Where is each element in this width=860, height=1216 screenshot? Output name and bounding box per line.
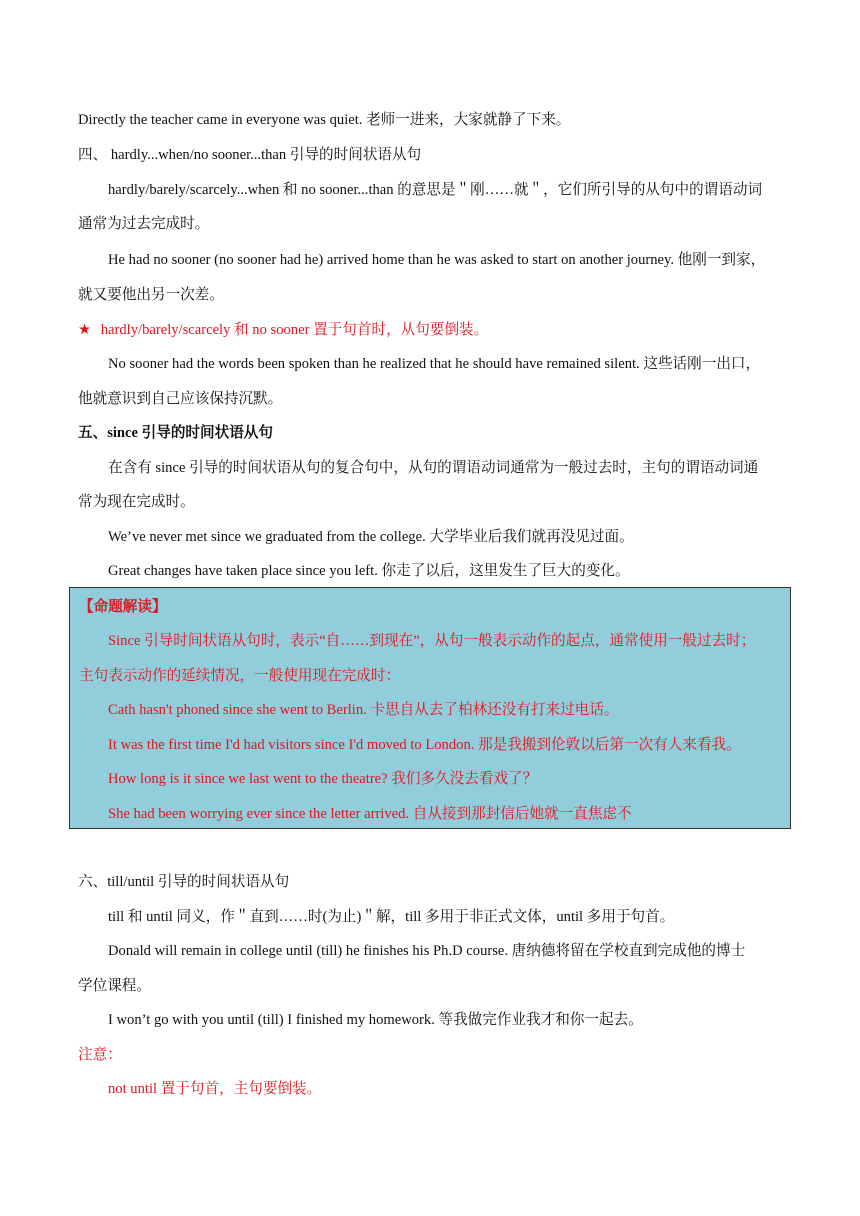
sec5-example2: Great changes have taken place since you left. 你走了以后，这里发生了巨大的变化。: [108, 563, 630, 579]
sec4-star-note-text: hardly/barely/scarcely 和 no sooner 置于句首时，从句要倒装。: [100, 322, 489, 338]
sec4-example2-line1: No sooner had the words been spoken than he realized that he should have remained silent. 这些话刚一出口，: [108, 356, 761, 372]
sec5-heading: 五、since 引导的时间状语从句: [78, 425, 273, 441]
box-paragraph-line2: 主句表示动作的延续情况，一般使用现在完成时：: [79, 668, 401, 684]
note-text: not until 置于句首，主句要倒装。: [108, 1081, 322, 1097]
sec4-paragraph-line2: 通常为过去完成时。: [78, 216, 210, 232]
sec6-example1-line2: 学位课程。: [78, 978, 151, 994]
star-icon: ★: [78, 322, 92, 338]
sec6-paragraph: till 和 until 同义，作＂直到……时(为止)＂解，till 多用于非正式文体，until 多用于句首。: [108, 909, 675, 925]
proposition-analysis-box: [69, 587, 791, 829]
box-example4: She had been worrying ever since the letter arrived. 自从接到那封信后她就一直焦虑不: [108, 806, 632, 822]
sec4-example1-line2: 就又要他出另一次差。: [78, 287, 224, 303]
sec5-paragraph-line2: 常为现在完成时。: [78, 494, 195, 510]
sec4-heading: 四、 hardly...when/no sooner...than 引导的时间状语从句: [78, 147, 422, 163]
sec4-example2-line2: 他就意识到自己应该保持沉默。: [78, 391, 283, 407]
box-example2: It was the first time I'd had visitors since I'd moved to London. 那是我搬到伦敦以后第一次有人来看我。: [108, 737, 741, 753]
sec5-paragraph-line1: 在含有 since 引导的时间状语从句的复合句中，从句的谓语动词通常为一般过去时，主句的谓语动词通: [108, 460, 759, 476]
box-paragraph-line1: Since 引导时间状语从句时，表示“自……到现在”，从句一般表示动作的起点，通常使用一般过去时；: [108, 633, 756, 649]
sec4-paragraph-line1: hardly/barely/scarcely...when 和 no sooner...than 的意思是＂刚……就＂，它们所引导的从句中的谓语动词: [108, 182, 763, 198]
sec6-example1-line1: Donald will remain in college until (till) he finishes his Ph.D course. 唐纳德将留在学校直到完成他的博士: [108, 943, 746, 959]
note-label: 注意：: [78, 1047, 122, 1063]
box-example1: Cath hasn't phoned since she went to Berlin. 卡思自从去了柏林还没有打来过电话。: [108, 702, 619, 718]
sec4-star-note: [78, 320, 488, 340]
box-example3: How long is it since we last went to the theatre? 我们多久没去看戏了？: [108, 771, 538, 787]
sec6-example2: I won’t go with you until (till) I finished my homework. 等我做完作业我才和你一起去。: [108, 1012, 643, 1028]
box-title: 【命题解读】: [79, 599, 167, 615]
sec4-example1-line1: He had no sooner (no sooner had he) arrived home than he was asked to start on another journey. 他刚一到家，: [108, 252, 766, 268]
sec6-heading: 六、till/until 引导的时间状语从句: [78, 874, 290, 890]
sec5-example1: We’ve never met since we graduated from the college. 大学毕业后我们就再没见过面。: [108, 529, 634, 545]
sec3-example: Directly the teacher came in everyone was quiet. 老师一进来，大家就静了下来。: [78, 112, 571, 128]
